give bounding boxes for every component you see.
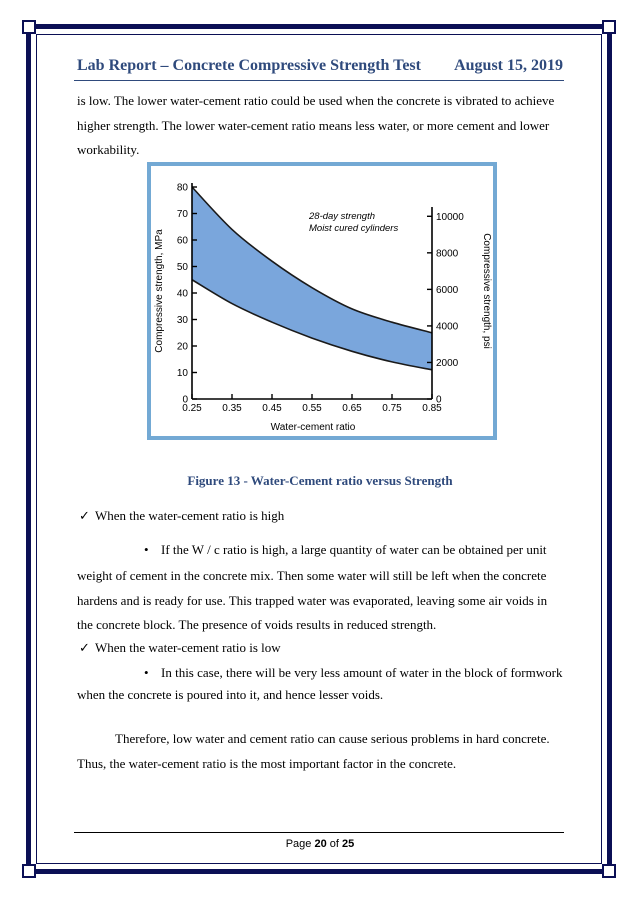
text-line: when the concrete is poured into it, and hence lesser voids. bbox=[77, 687, 384, 702]
text-line: Therefore, low water and cement ratio can cause serious problems in hard concrete. bbox=[115, 731, 550, 746]
border-corner-ornament bbox=[602, 20, 616, 34]
x-tick-label: 0.65 bbox=[342, 403, 362, 414]
report-title: Lab Report – Concrete Compressive Strength Test bbox=[77, 57, 421, 74]
text-line: weight of cement in the concrete mix. Then some water will still be left when the concrete bbox=[77, 568, 547, 583]
checklist-heading: When the water-cement ratio is high bbox=[95, 508, 285, 523]
bullet-text: If the W / c ratio is high, a large quantity of water can be obtained per unit bbox=[161, 542, 547, 557]
x-axis-label: Water-cement ratio bbox=[270, 422, 356, 433]
x-tick-label: 0.55 bbox=[302, 403, 322, 414]
page-total: 25 bbox=[342, 838, 355, 850]
y-tick-label: 40 bbox=[176, 288, 188, 300]
header-divider bbox=[74, 80, 564, 81]
footer-divider bbox=[74, 832, 564, 833]
y-tick-label: 80 bbox=[176, 182, 188, 194]
x-tick-label: 0.25 bbox=[182, 403, 202, 414]
y-axis-label-left: Compressive strength, MPa bbox=[154, 229, 165, 353]
x-tick-label: 0.35 bbox=[222, 403, 242, 414]
text-line: is low. The lower water-cement ratio could be used when the concrete is vibrated to achieve bbox=[77, 93, 555, 108]
text-line: workability. bbox=[77, 142, 140, 157]
border-corner-ornament bbox=[22, 864, 36, 878]
y-tick-label: 70 bbox=[176, 209, 188, 220]
high-paragraph bbox=[77, 564, 563, 638]
bullet-dot-icon: • bbox=[144, 665, 149, 680]
y-tick-label: 10 bbox=[176, 368, 188, 379]
y-tick-label-right: 6000 bbox=[436, 284, 459, 296]
intro-paragraph bbox=[77, 89, 563, 163]
checkmark-icon: ✓ bbox=[79, 640, 90, 655]
x-tick-label: 0.75 bbox=[382, 403, 402, 414]
border-corner-ornament bbox=[602, 864, 616, 878]
y-tick-label: 30 bbox=[176, 315, 188, 326]
text-line: Thus, the water-cement ratio is the most important factor in the concrete. bbox=[77, 755, 457, 771]
border-corner-ornament bbox=[22, 20, 36, 34]
checkmark-icon: ✓ bbox=[79, 508, 90, 523]
report-date: August 15, 2019 bbox=[454, 57, 563, 74]
y-tick-label-right: 0 bbox=[436, 394, 442, 406]
figure-caption: Figure 13 - Water-Cement ratio versus Strength bbox=[187, 473, 453, 488]
y-tick-label: 0 bbox=[182, 394, 188, 406]
x-tick-label: 0.45 bbox=[262, 403, 282, 414]
text-line: higher strength. The lower water-cement ratio means less water, or more cement and lower bbox=[77, 117, 550, 133]
low-paragraph bbox=[77, 683, 563, 708]
y-tick-label: 60 bbox=[176, 235, 188, 247]
chart-annotation: 28-day strength bbox=[309, 211, 376, 222]
page-word: Page bbox=[285, 838, 312, 850]
y-tick-label-right: 2000 bbox=[436, 357, 459, 369]
y-tick-label: 50 bbox=[176, 262, 188, 273]
text-line: hardens and is ready for use. This trapped water was evaporated, leaving some air voids in bbox=[77, 592, 548, 608]
checklist-item-high bbox=[79, 508, 284, 524]
of-word: of bbox=[329, 838, 339, 850]
page-number: 20 bbox=[314, 838, 327, 850]
text-line: the concrete block. The presence of voids results in reduced strength. bbox=[77, 617, 437, 632]
page-header bbox=[77, 57, 563, 75]
checklist-heading: When the water-cement ratio is low bbox=[95, 640, 281, 655]
y-tick-label-right: 4000 bbox=[436, 321, 459, 333]
conclusion-paragraph bbox=[77, 727, 563, 776]
x-tick-label: 0.85 bbox=[422, 403, 442, 414]
bullet-item-high bbox=[144, 542, 547, 558]
checklist-item-low bbox=[79, 640, 281, 656]
chart-annotation: Moist cured cylinders bbox=[309, 223, 399, 234]
y-axis-label-right: Compressive strength, psi bbox=[481, 233, 492, 349]
bullet-item-low bbox=[144, 665, 563, 681]
strength-chart bbox=[151, 166, 493, 436]
y-tick-label: 20 bbox=[176, 341, 188, 353]
y-tick-label-right: 8000 bbox=[436, 248, 459, 260]
bullet-dot-icon: • bbox=[144, 542, 149, 557]
bullet-text: In this case, there will be very less amount of water in the block of formwork bbox=[161, 665, 563, 680]
y-tick-label-right: 10000 bbox=[436, 211, 464, 223]
figure-13-image bbox=[147, 162, 497, 440]
page-footer bbox=[77, 838, 563, 850]
